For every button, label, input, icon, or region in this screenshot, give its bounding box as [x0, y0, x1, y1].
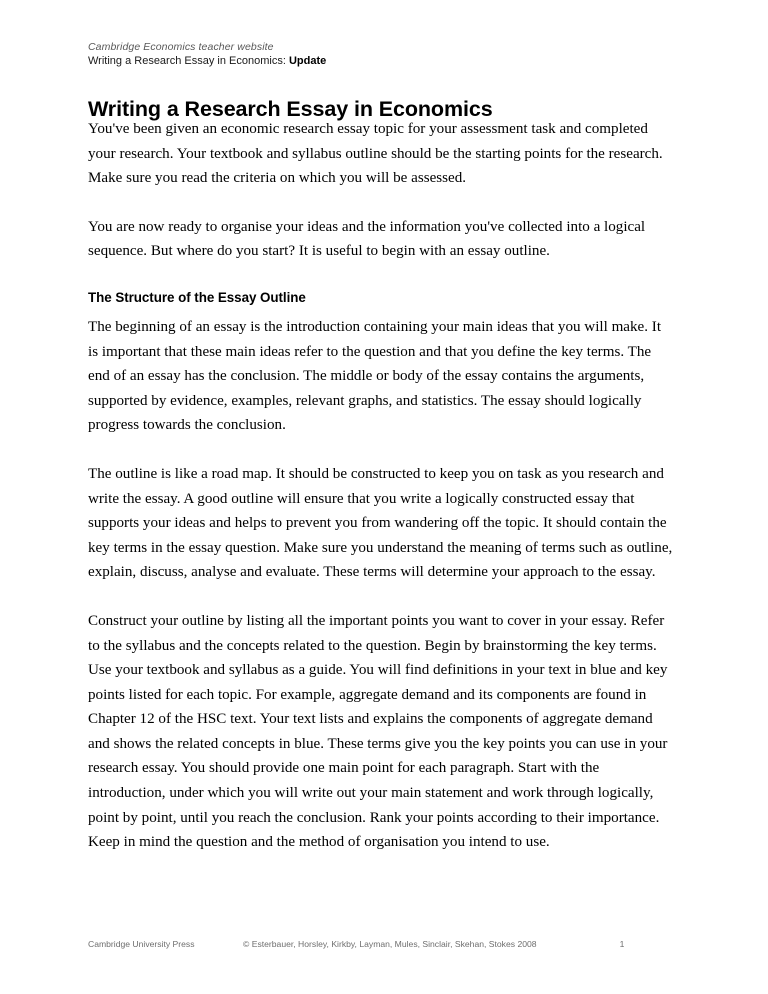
section-structure-of-the-essay-outline [88, 288, 677, 855]
section-heading: The Structure of the Essay Outline [88, 289, 306, 305]
document-body [88, 117, 677, 855]
paragraph: You've been given an economic research essay topic for your assessment task and completed your research. Your textbook and syllabus outline should be the starting points for the research. Make sure you read the criteria on which you will be assessed. [88, 121, 667, 187]
paragraph: Construct your outline by listing all the important points you want to cover in your essay. Refer to the syllabus and the concepts related to the question. Begin by brainstorming the key terms. Use your textbook and syllabus as a guide. You will find definitions in your text in blue and key points listed for each topic. For example, aggregate demand and its components are found in Chapter 12 of the HSC text. Your text lists and explains the components of aggregate demand and shows the related concepts in blue. These terms give you the key points you can use in your research essay. You should provide one main point for each paragraph. Start with the introduction, under which you will write out your main statement and work through logically, point by point, until you reach the conclusion. Rank your points according to their importance. Keep in mind the question and the method of organisation you intend to use. [88, 612, 672, 851]
page-title: Writing a Research Essay in Economics [88, 97, 493, 122]
header-site-line: Cambridge Economics teacher website [88, 41, 274, 53]
header-document-line-prefix: Writing a Research Essay in Economics: [88, 55, 289, 67]
header-document-line-emphasis: Update [288, 55, 327, 67]
footer-copyright: © Esterbauer, Horsley, Kirkby, Layman, Mules, Sinclair, Skehan, Stokes 2008 [243, 939, 537, 949]
running-header [88, 40, 678, 69]
header-document-line [88, 54, 678, 69]
page-footer [88, 938, 674, 954]
paragraph: You are now ready to organise your ideas and the information you've collected into a logical sequence. But where do you start? It is useful to begin with an essay outline. [88, 218, 649, 260]
paragraph: The outline is like a road map. It should be constructed to keep you on task as you research and write the essay. A good outline will ensure that you write a logically constructed essay that supports your ideas and helps to prevent you from wandering off the topic. It should contain the key terms in the essay question. Make sure you understand the meaning of terms such as outline, explain, discuss, analyse and evaluate. These terms will determine your approach to the essay. [88, 465, 677, 581]
footer-publisher: Cambridge University Press [88, 939, 195, 949]
footer-page-number: 1 [619, 939, 625, 949]
paragraph: The beginning of an essay is the introduction containing your main ideas that you will make. It is important that these main ideas refer to the question and that you define the key terms. The end of an essay has the conclusion. The middle or body of the essay contains the arguments, supported by evidence, examples, relevant graphs, and statistics. The essay should logically progress towards the conclusion. [88, 318, 665, 434]
